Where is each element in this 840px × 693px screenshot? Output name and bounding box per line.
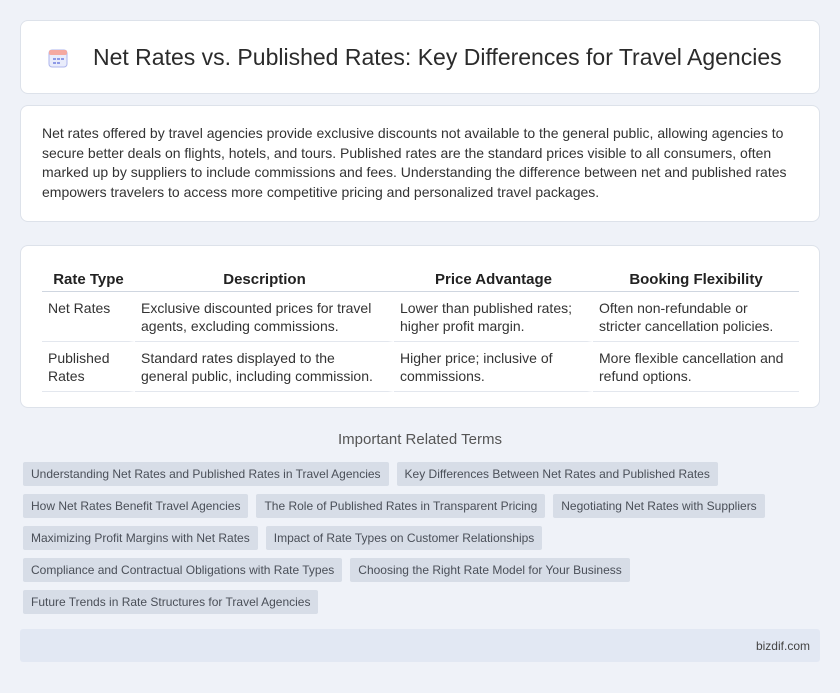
table-card bbox=[20, 245, 820, 408]
related-term-tag[interactable]: Negotiating Net Rates with Suppliers bbox=[553, 494, 764, 518]
related-term-tag[interactable]: Choosing the Right Rate Model for Your Business bbox=[350, 558, 630, 582]
related-term-tag[interactable]: Maximizing Profit Margins with Net Rates bbox=[23, 526, 258, 550]
header-description: Description bbox=[135, 264, 394, 292]
related-terms-list bbox=[23, 462, 823, 622]
table-cell: Exclusive discounted prices for travel agents, excluding commissions. bbox=[135, 292, 394, 342]
table-cell: Often non-refundable or stricter cancellation policies. bbox=[593, 292, 799, 342]
footer-bar bbox=[20, 629, 820, 662]
tag-row bbox=[23, 590, 823, 614]
tag-row bbox=[23, 462, 823, 486]
related-term-tag[interactable]: Impact of Rate Types on Customer Relationships bbox=[266, 526, 543, 550]
tag-row bbox=[23, 494, 823, 518]
table-cell: Lower than published rates; higher profit margin. bbox=[394, 292, 593, 342]
related-term-tag[interactable]: Understanding Net Rates and Published Rates in Travel Agencies bbox=[23, 462, 389, 486]
related-term-tag[interactable]: Key Differences Between Net Rates and Published Rates bbox=[397, 462, 718, 486]
table-row bbox=[42, 292, 799, 342]
table-cell: More flexible cancellation and refund options. bbox=[593, 342, 799, 392]
table-cell: Standard rates displayed to the general public, including commission. bbox=[135, 342, 394, 392]
table-cell: Net Rates bbox=[42, 292, 135, 342]
table-header-row bbox=[42, 264, 799, 292]
related-term-tag[interactable]: The Role of Published Rates in Transparent Pricing bbox=[256, 494, 545, 518]
related-term-tag[interactable]: Future Trends in Rate Structures for Travel Agencies bbox=[23, 590, 318, 614]
table-cell: Published Rates bbox=[42, 342, 135, 392]
table-cell: Higher price; inclusive of commissions. bbox=[394, 342, 593, 392]
footer-brand[interactable]: bizdif.com bbox=[755, 639, 810, 653]
table-row bbox=[42, 342, 799, 392]
tag-row bbox=[23, 558, 823, 582]
header-rate-type: Rate Type bbox=[42, 264, 135, 292]
intro-card bbox=[20, 105, 820, 222]
related-term-tag[interactable]: How Net Rates Benefit Travel Agencies bbox=[23, 494, 248, 518]
page-title: Net Rates vs. Published Rates: Key Differences for Travel Agencies bbox=[93, 44, 782, 70]
intro-paragraph: Net rates offered by travel agencies provide exclusive discounts not available to the general public, allowing agencies to secure better deals on flights, hotels, and tours. Published rates are the standard prices visible to all consumers, often marked up by suppliers to include commissions and fees. Understanding the difference between net and published rates empowers travelers to access more competitive pricing and personalized travel packages. bbox=[42, 125, 787, 200]
header-card bbox=[20, 20, 820, 94]
header-booking-flexibility: Booking Flexibility bbox=[593, 264, 799, 292]
comparison-table bbox=[42, 264, 799, 392]
calendar-icon bbox=[47, 47, 69, 69]
related-terms-title: Important Related Terms bbox=[338, 431, 502, 448]
header-price-advantage: Price Advantage bbox=[394, 264, 593, 292]
related-term-tag[interactable]: Compliance and Contractual Obligations with Rate Types bbox=[23, 558, 342, 582]
tag-row bbox=[23, 526, 823, 550]
